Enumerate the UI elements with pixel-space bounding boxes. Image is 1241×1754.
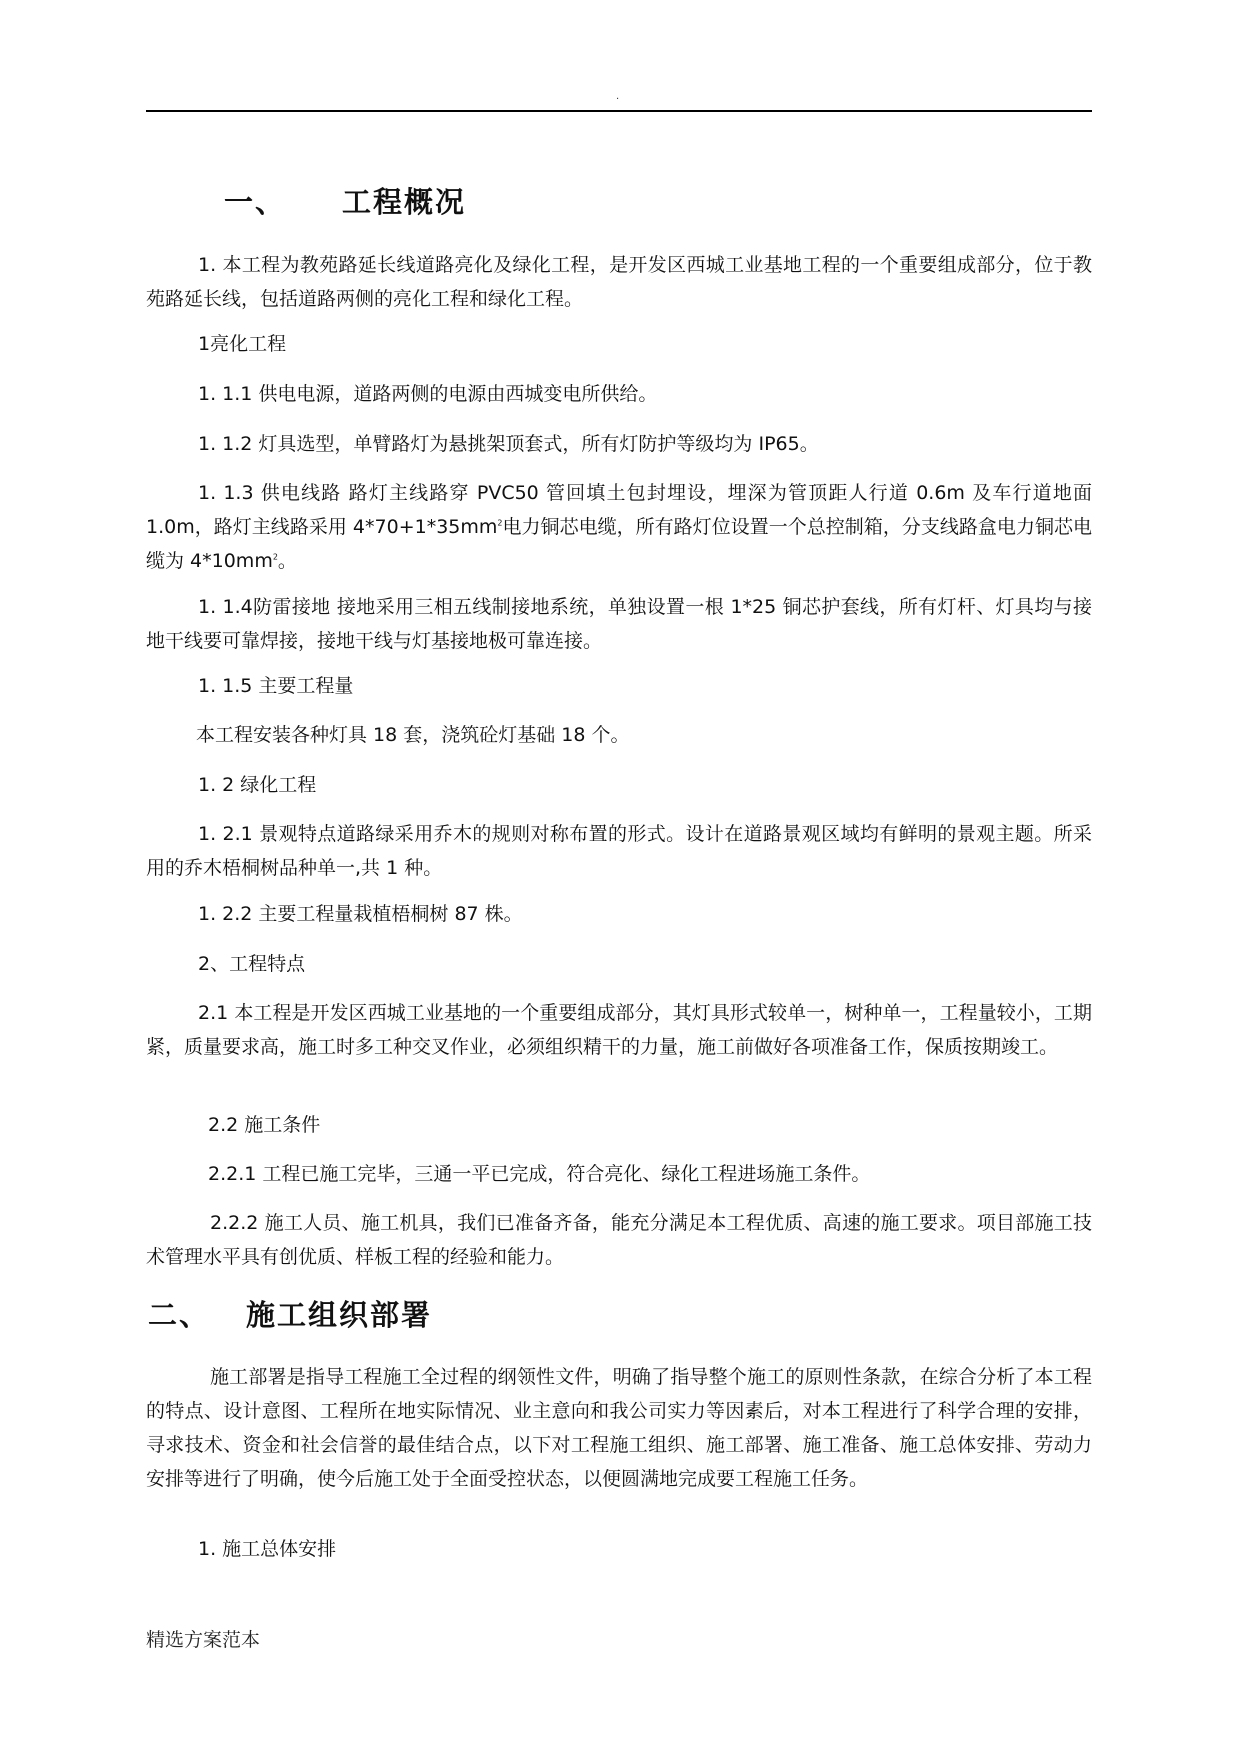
section-1-p7	[146, 669, 1092, 703]
section-1-p5	[146, 476, 1092, 578]
paragraph: 2.2 施工条件	[208, 1114, 321, 1136]
section-2-p1	[146, 1360, 1092, 1496]
header-rule	[146, 110, 1092, 112]
paragraph: 2.1 本工程是开发区西城工业基地的一个重要组成部分，其灯具形式较单一，树种单一，工程量较小，工期紧，质量要求高，施工时多工种交叉作业，必须组织精干的力量，施工前做好各项准备工作，保质按期竣工。	[146, 1002, 1092, 1058]
section-1-p8	[146, 718, 1092, 752]
section-1-p12	[146, 947, 1092, 981]
superscript: 2	[497, 518, 503, 528]
text-run: 电力铜芯电缆，所有路灯位设置一个总控制箱，分支线路盒电力铜芯电缆为 4*10mm	[146, 516, 1092, 572]
section-1-heading	[224, 182, 466, 222]
section-1-p6	[146, 590, 1092, 658]
section-1-p15	[146, 1157, 1092, 1191]
section-2-number: 二、	[148, 1298, 211, 1332]
text-run: 1. 1.3 供电线路 路灯主线路穿 PVC50 管回填土包封埋设，埋深为管顶距人行道 0.6m 及车行道地面 1.0m，路灯主线路采用 4*70+1*35mm	[146, 482, 1092, 538]
paragraph: 1. 2.1 景观特点道路绿采用乔木的规则对称布置的形式。设计在道路景观区域均有鲜明的景观主题。所采用的乔木梧桐树品种单一,共 1 种。	[146, 823, 1092, 879]
section-2-heading	[148, 1295, 432, 1335]
section-1-p4	[146, 427, 1092, 461]
section-1-p13	[146, 996, 1092, 1064]
section-1-p11	[146, 897, 1092, 931]
paragraph: 1. 施工总体安排	[198, 1538, 337, 1560]
paragraph: 2、工程特点	[198, 953, 306, 975]
section-2-p2	[146, 1532, 1092, 1566]
text-run: 。	[277, 550, 297, 572]
section-1-number: 一、	[224, 185, 287, 219]
paragraph: 2.2.1 工程已施工完毕，三通一平已完成，符合亮化、绿化工程进场施工条件。	[208, 1163, 871, 1185]
paragraph: 1亮化工程	[198, 333, 287, 355]
section-1-p9	[146, 768, 1092, 802]
section-1-p10	[146, 817, 1092, 885]
paragraph: 1. 1.1 供电电源，道路两侧的电源由西城变电所供给。	[198, 383, 658, 405]
paragraph: 1. 本工程为教苑路延长线道路亮化及绿化工程，是开发区西城工业基地工程的一个重要组成部分，位于教苑路延长线，包括道路两侧的亮化工程和绿化工程。	[146, 254, 1092, 310]
section-1-p1	[146, 248, 1092, 316]
paragraph: 1. 1.4防雷接地 接地采用三相五线制接地系统，单独设置一根 1*25 铜芯护套线，所有灯杆、灯具均与接地干线要可靠焊接，接地干线与灯基接地极可靠连接。	[146, 596, 1092, 652]
paragraph: 本工程安装各种灯具 18 套，浇筑砼灯基础 18 个。	[196, 724, 630, 746]
paragraph: 1. 1.2 灯具选型，单臂路灯为悬挑架顶套式，所有灯防护等级均为 IP65。	[198, 433, 819, 455]
paragraph: 1. 2 绿化工程	[198, 774, 317, 796]
superscript: 2	[272, 552, 278, 562]
paragraph	[146, 476, 1092, 578]
section-1-p3	[146, 377, 1092, 411]
paragraph: 1. 1.5 主要工程量	[198, 675, 354, 697]
paragraph: 1. 2.2 主要工程量栽植梧桐树 87 株。	[198, 903, 523, 925]
paragraph: 2.2.2 施工人员、施工机具，我们已准备齐备，能充分满足本工程优质、高速的施工要求。项目部施工技术管理水平具有创优质、样板工程的经验和能力。	[146, 1212, 1092, 1268]
section-1-p2	[146, 327, 1092, 361]
section-1-p16	[146, 1206, 1092, 1274]
section-1-p14	[146, 1108, 1092, 1142]
paragraph: 施工部署是指导工程施工全过程的纲领性文件，明确了指导整个施工的原则性条款，在综合分析了本工程的特点、设计意图、工程所在地实际情况、业主意向和我公司实力等因素后，对本工程进行了科学合理的安排，寻求技术、资金和社会信誉的最佳结合点，以下对工程施工组织、施工部署、施工准备、施工总体安排、劳动力安排等进行了明确，使今后施工处于全面受控状态，以便圆满地完成要工程施工任务。	[146, 1366, 1092, 1490]
section-2-title: 施工组织部署	[246, 1298, 433, 1332]
header-mark: .	[616, 91, 620, 102]
section-1-title: 工程概况	[342, 185, 467, 219]
footer-text: 精选方案范本	[146, 1629, 261, 1651]
